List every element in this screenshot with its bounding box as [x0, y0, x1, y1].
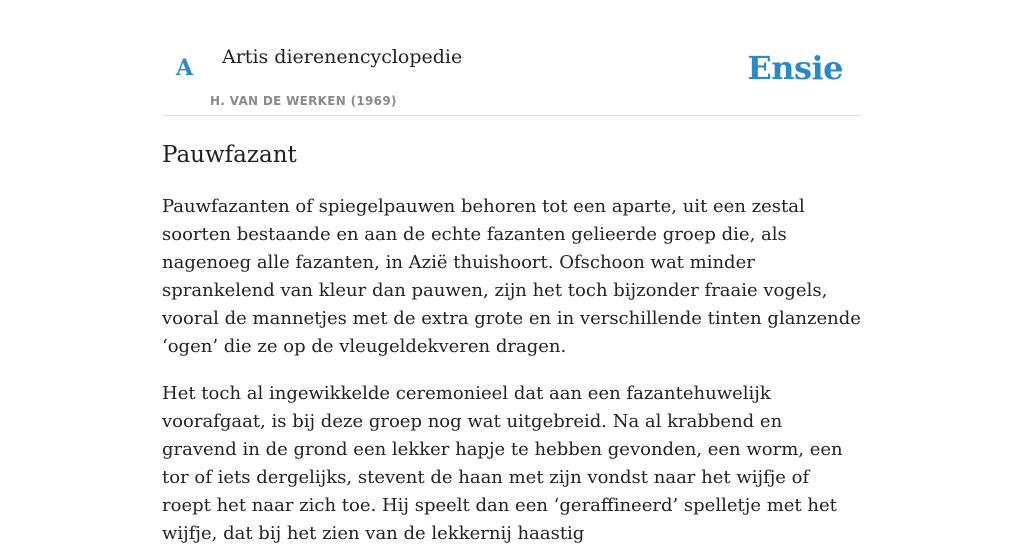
index-letter[interactable]: A — [176, 55, 194, 81]
brand-logo[interactable]: Ensie — [747, 49, 843, 87]
book-title[interactable]: Artis dierenencyclopedie — [222, 46, 463, 68]
entry-paragraph: Het toch al ingewikkelde ceremonieel dat aan een fazantehuwelijk voorafgaat, is bij deze groep nog wat uitgebreid. Na al krabbend en gravend in de grond een lekker hapje te hebben gevonden, een worm, een tor of iets dergelijks, stevent de haan met zijn vondst naar het wijfje of roept het naar zich toe. Hij speelt dan een ‘geraffineerd’ spelletje met het wijfje, dat bij het zien van de lekkernij haastig — [162, 383, 843, 544]
book-author: H. VAN DE WERKEN (1969) — [210, 94, 397, 108]
page — [162, 0, 862, 548]
header — [162, 0, 862, 116]
entry-paragraph: Pauwfazanten of spiegelpauwen behoren tot een aparte, uit een zestal soorten bestaande en aan de echte fazanten gelieerde groep die, als nagenoeg alle fazanten, in Azië thuishoort. Ofschoon wat minder sprankelend van kleur dan pauwen, zijn het toch bijzonder fraaie vogels, vooral de mannetjes met de extra grote en in verschillende tinten glanzende ‘ogen’ die ze op de vleugeldekveren dragen. — [162, 196, 861, 357]
entry-title: Pauwfazant — [162, 142, 297, 168]
